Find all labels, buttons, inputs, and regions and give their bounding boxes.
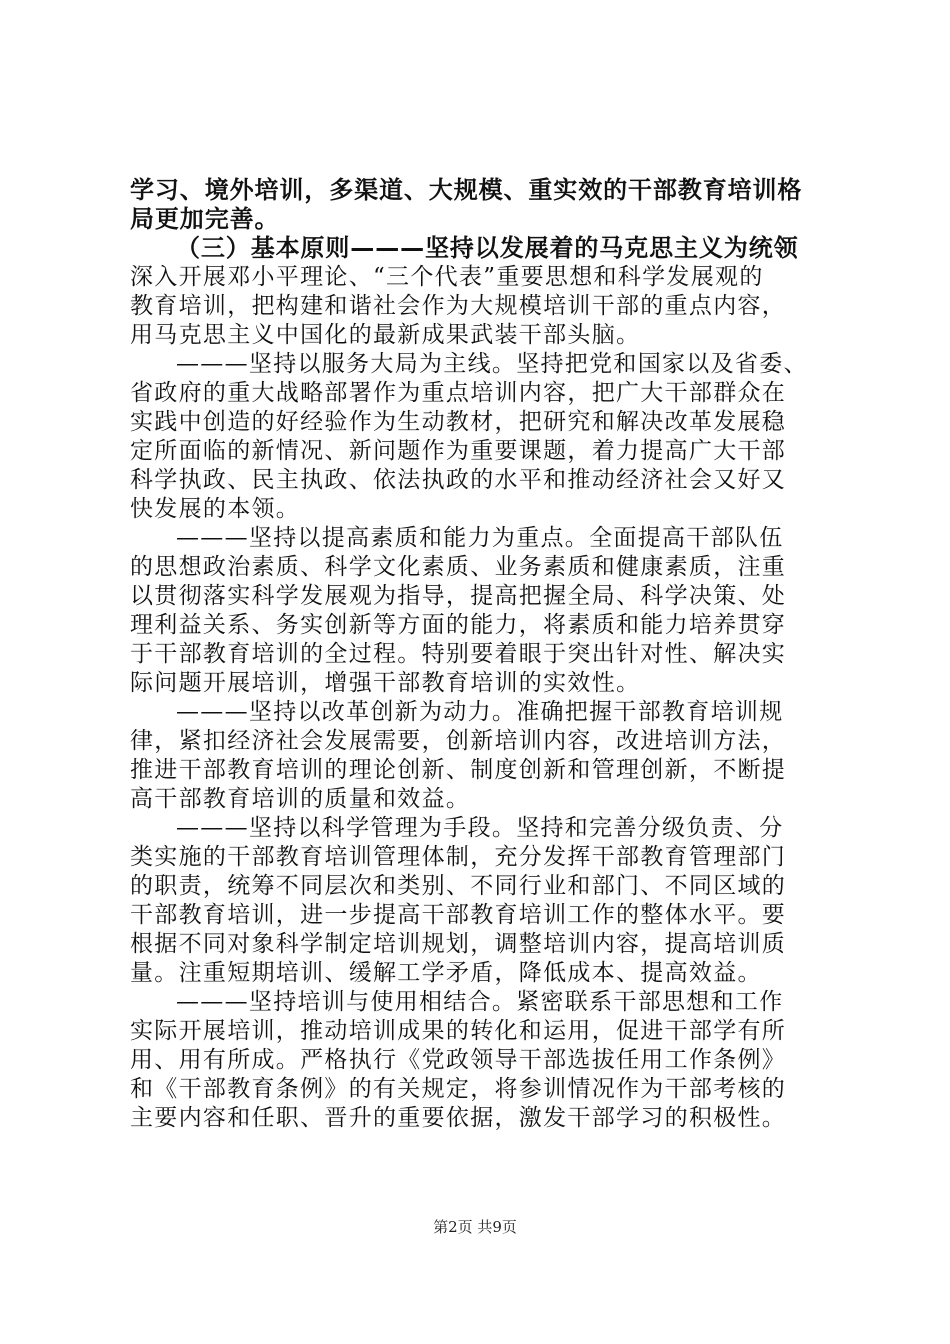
text-line: 省政府的重大战略部署作为重点培训内容，把广大干部群众在 [130, 380, 787, 406]
text-line: 以贯彻落实科学发展观为指导，提高把握全局、科学决策、处 [130, 583, 787, 609]
text-line: 科学执政、民主执政、依法执政的水平和推动经济社会又好又 [130, 467, 787, 493]
text-line: 和《干部教育条例》的有关规定，将参训情况作为干部考核的 [130, 1076, 787, 1102]
text-line: ———坚持以改革创新为动力。准确把握干部教育培训规 [176, 699, 784, 725]
text-line: 类实施的干部教育培训管理体制，充分发挥干部教育管理部门 [130, 844, 787, 870]
text-line: 量。注重短期培训、缓解工学矛盾，降低成本、提高效益。 [130, 960, 762, 986]
text-line: 的思想政治素质、科学文化素质、业务素质和健康素质，注重 [130, 554, 787, 580]
page-footer: 第2页 共9页 [433, 1218, 517, 1236]
text-line: 局更加完善。 [130, 205, 280, 233]
text-line: 际问题开展培训，增强干部教育培训的实效性。 [130, 670, 641, 696]
text-line: 律，紧扣经济社会发展需要，创新培训内容，改进培训方法， [130, 728, 787, 754]
text-line: 快发展的本领。 [130, 496, 301, 522]
text-line: （三）基本原则———坚持以发展着的马克思主义为统领 [176, 234, 799, 262]
text-line: 学习、境外培训，多渠道、大规模、重实效的干部教育培训格 [130, 176, 803, 204]
text-line: 定所面临的新情况、新问题作为重要课题，着力提高广大干部 [130, 438, 787, 464]
text-line: 于干部教育培训的全过程。特别要着眼于突出针对性、解决实 [130, 641, 787, 667]
text-line: ———坚持培训与使用相结合。紧密联系干部思想和工作 [176, 989, 784, 1015]
text-line: 的职责，统筹不同层次和类别、不同行业和部门、不同区域的 [130, 873, 787, 899]
document-body [130, 176, 834, 1133]
text-line: ———坚持以服务大局为主线。坚持把党和国家以及省委、 [176, 351, 808, 377]
text-line: 根据不同对象科学制定培训规划，调整培训内容，提高培训质 [130, 931, 787, 957]
text-line: 实际开展培训，推动培训成果的转化和运用，促进干部学有所 [130, 1018, 787, 1044]
text-line: 理利益关系、务实创新等方面的能力，将素质和能力培养贯穿 [130, 612, 787, 638]
text-line: ———坚持以提高素质和能力为重点。全面提高干部队伍 [176, 525, 784, 551]
text-line: 高干部教育培训的质量和效益。 [130, 786, 471, 812]
text-line: 主要内容和任职、晋升的重要依据，激发干部学习的积极性。 [130, 1105, 787, 1131]
text-line: 干部教育培训，进一步提高干部教育培训工作的整体水平。要 [130, 902, 787, 928]
text-line: 用马克思主义中国化的最新成果武装干部头脑。 [130, 322, 641, 348]
text-line: 实践中创造的好经验作为生动教材，把研究和解决改革发展稳 [130, 409, 787, 435]
text-line: ———坚持以科学管理为手段。坚持和完善分级负责、分 [176, 815, 784, 841]
text-line: 用、用有所成。严格执行《党政领导干部选拔任用工作条例》 [130, 1047, 787, 1073]
text-line: 深入开展邓小平理论、“三个代表”重要思想和科学发展观的 [130, 264, 764, 290]
text-line: 教育培训，把构建和谐社会作为大规模培训干部的重点内容， [130, 293, 787, 319]
text-line: 推进干部教育培训的理论创新、制度创新和管理创新，不断提 [130, 757, 787, 783]
